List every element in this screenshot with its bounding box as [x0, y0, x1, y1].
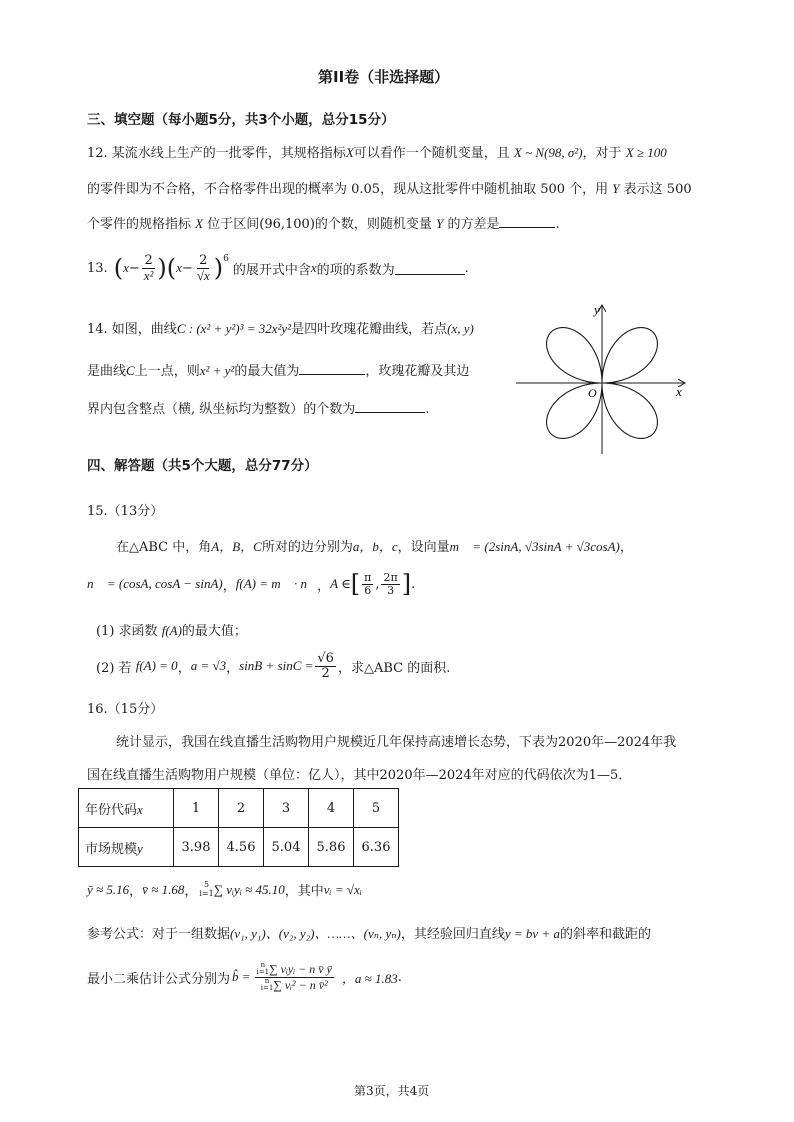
- q12-answer-blank[interactable]: [499, 215, 555, 228]
- q15-line1: 在△ABC 中，角A，B，C所对的边分别为a，b，c，设向量m⃗ = (2sinA, √3sinA + √3cosA)，: [116, 539, 633, 555]
- table-row: [79, 789, 399, 828]
- page-footer: 第3页，共4页: [354, 1084, 430, 1098]
- q16-stats-line: ȳ ≈ 5.16 ， v̄ ≈ 1.68 ， 5 i=1 ∑ vᵢyᵢ ≈ 45.10 ，其中 vᵢ = √xᵢ: [87, 880, 362, 899]
- table-row: [79, 828, 399, 867]
- q16-line2: 国在线直播生活购物用户规模（单位：亿人），其中2020年—2024年对应的代码依次为1—5．: [87, 768, 632, 783]
- table-cell: 3: [264, 789, 309, 828]
- table-cell: 5: [354, 789, 399, 828]
- q14-line3: 界内包含整点（横, 纵坐标均为整数）的个数为 .: [87, 402, 430, 417]
- table-cell: 6.36: [354, 828, 399, 867]
- rose-curve-figure: [514, 300, 694, 460]
- section-heading-solutions: 四、解答题（共5个大题，总分77分）: [87, 458, 318, 474]
- q13-answer-blank[interactable]: [395, 262, 465, 275]
- table-cell: 4.56: [219, 828, 264, 867]
- table-cell: 市场规模y: [79, 828, 174, 867]
- q16-line1: 统计显示，我国在线直播生活购物用户规模近几年保持高速增长态势，下表为2020年—2024年我: [116, 735, 677, 750]
- table-cell: 2: [219, 789, 264, 828]
- fig-x-label: x: [676, 384, 682, 399]
- q15-part2: (2) 若 f(A) = 0 ， a = √3 ， sinB + sinC = $\frac{√6}{2}$ ，求△ABC 的面积.: [96, 651, 451, 681]
- page-title: 第II卷（非选择题）: [318, 68, 450, 86]
- q15-head: 15.（13分）: [87, 504, 164, 519]
- table-cell: 年份代码x: [79, 789, 174, 828]
- q16-formula-line2: 最小二乘估计公式分别为 b̂ = n i=1 ∑ vᵢyᵢ − n v̄ ȳ n i=1 ∑ vᵢ² − n v̄² ，a ≈ 1.83 .: [87, 961, 402, 993]
- q15-part1: (1) 求函数 f(A)的最大值；: [96, 623, 247, 639]
- q12-line2: 的零件即为不合格，不合格零件出现的概率为 0.05，现从这批零件中随机抽取 500 个，用 Y 表示这 500: [87, 181, 692, 197]
- q14-count-blank[interactable]: [355, 400, 425, 413]
- table-cell: 1: [174, 789, 219, 828]
- table-cell: 4: [309, 789, 354, 828]
- section-heading-fill-blank: 三、填空题（每小题5分，共3个小题，总分15分）: [87, 112, 395, 128]
- q14-max-blank[interactable]: [299, 362, 365, 375]
- q16-head: 16.（15分）: [87, 702, 164, 717]
- q15-line2: n⃗ = (cosA, cosA − sinA) ， f(A) = m⃗ · n⃗ ， A ∈ [ $\frac{\pi}{6}$ , $\frac{2\pi}{3}$ ] .: [87, 570, 416, 598]
- table-cell: 5.86: [309, 828, 354, 867]
- q12-line3: 个零件的规格指标 X 位于区间(96,100)的个数，则随机变量 Y 的方差是 .: [87, 216, 560, 232]
- q13-line: 13. ( x − $\frac{2}{\text{x²}}$ )( x − $\frac{2}{√x}$ ) 6 的展开式中含 x 的项的系数为 .: [87, 253, 469, 283]
- market-size-table: [78, 788, 399, 867]
- q14-line1: 14. 如图，曲线C : (x² + y²)³ = 32x²y²是四叶玫瑰花瓣曲线，若点(x, y): [87, 321, 474, 337]
- q12-line1: 12. 某流水线上生产的一批零件，其规格指标X可以看作一个随机变量，且 X ~ N(98, σ²)，对于 X ≥ 100: [87, 145, 667, 161]
- q14-line2: 是曲线C上一点，则x² + y²的最大值为 ，玫瑰花瓣及其边: [87, 363, 470, 379]
- table-cell: 5.04: [264, 828, 309, 867]
- table-cell: 3.98: [174, 828, 219, 867]
- fig-y-label: y: [594, 302, 600, 317]
- q16-formula-line1: 参考公式：对于一组数据(v₁, y₁)、(v₂, y₂)、……、(vₙ, yₙ)，其经验回归直线y = bv + a的斜率和截距的: [87, 926, 651, 942]
- fig-origin-label: O: [588, 386, 597, 400]
